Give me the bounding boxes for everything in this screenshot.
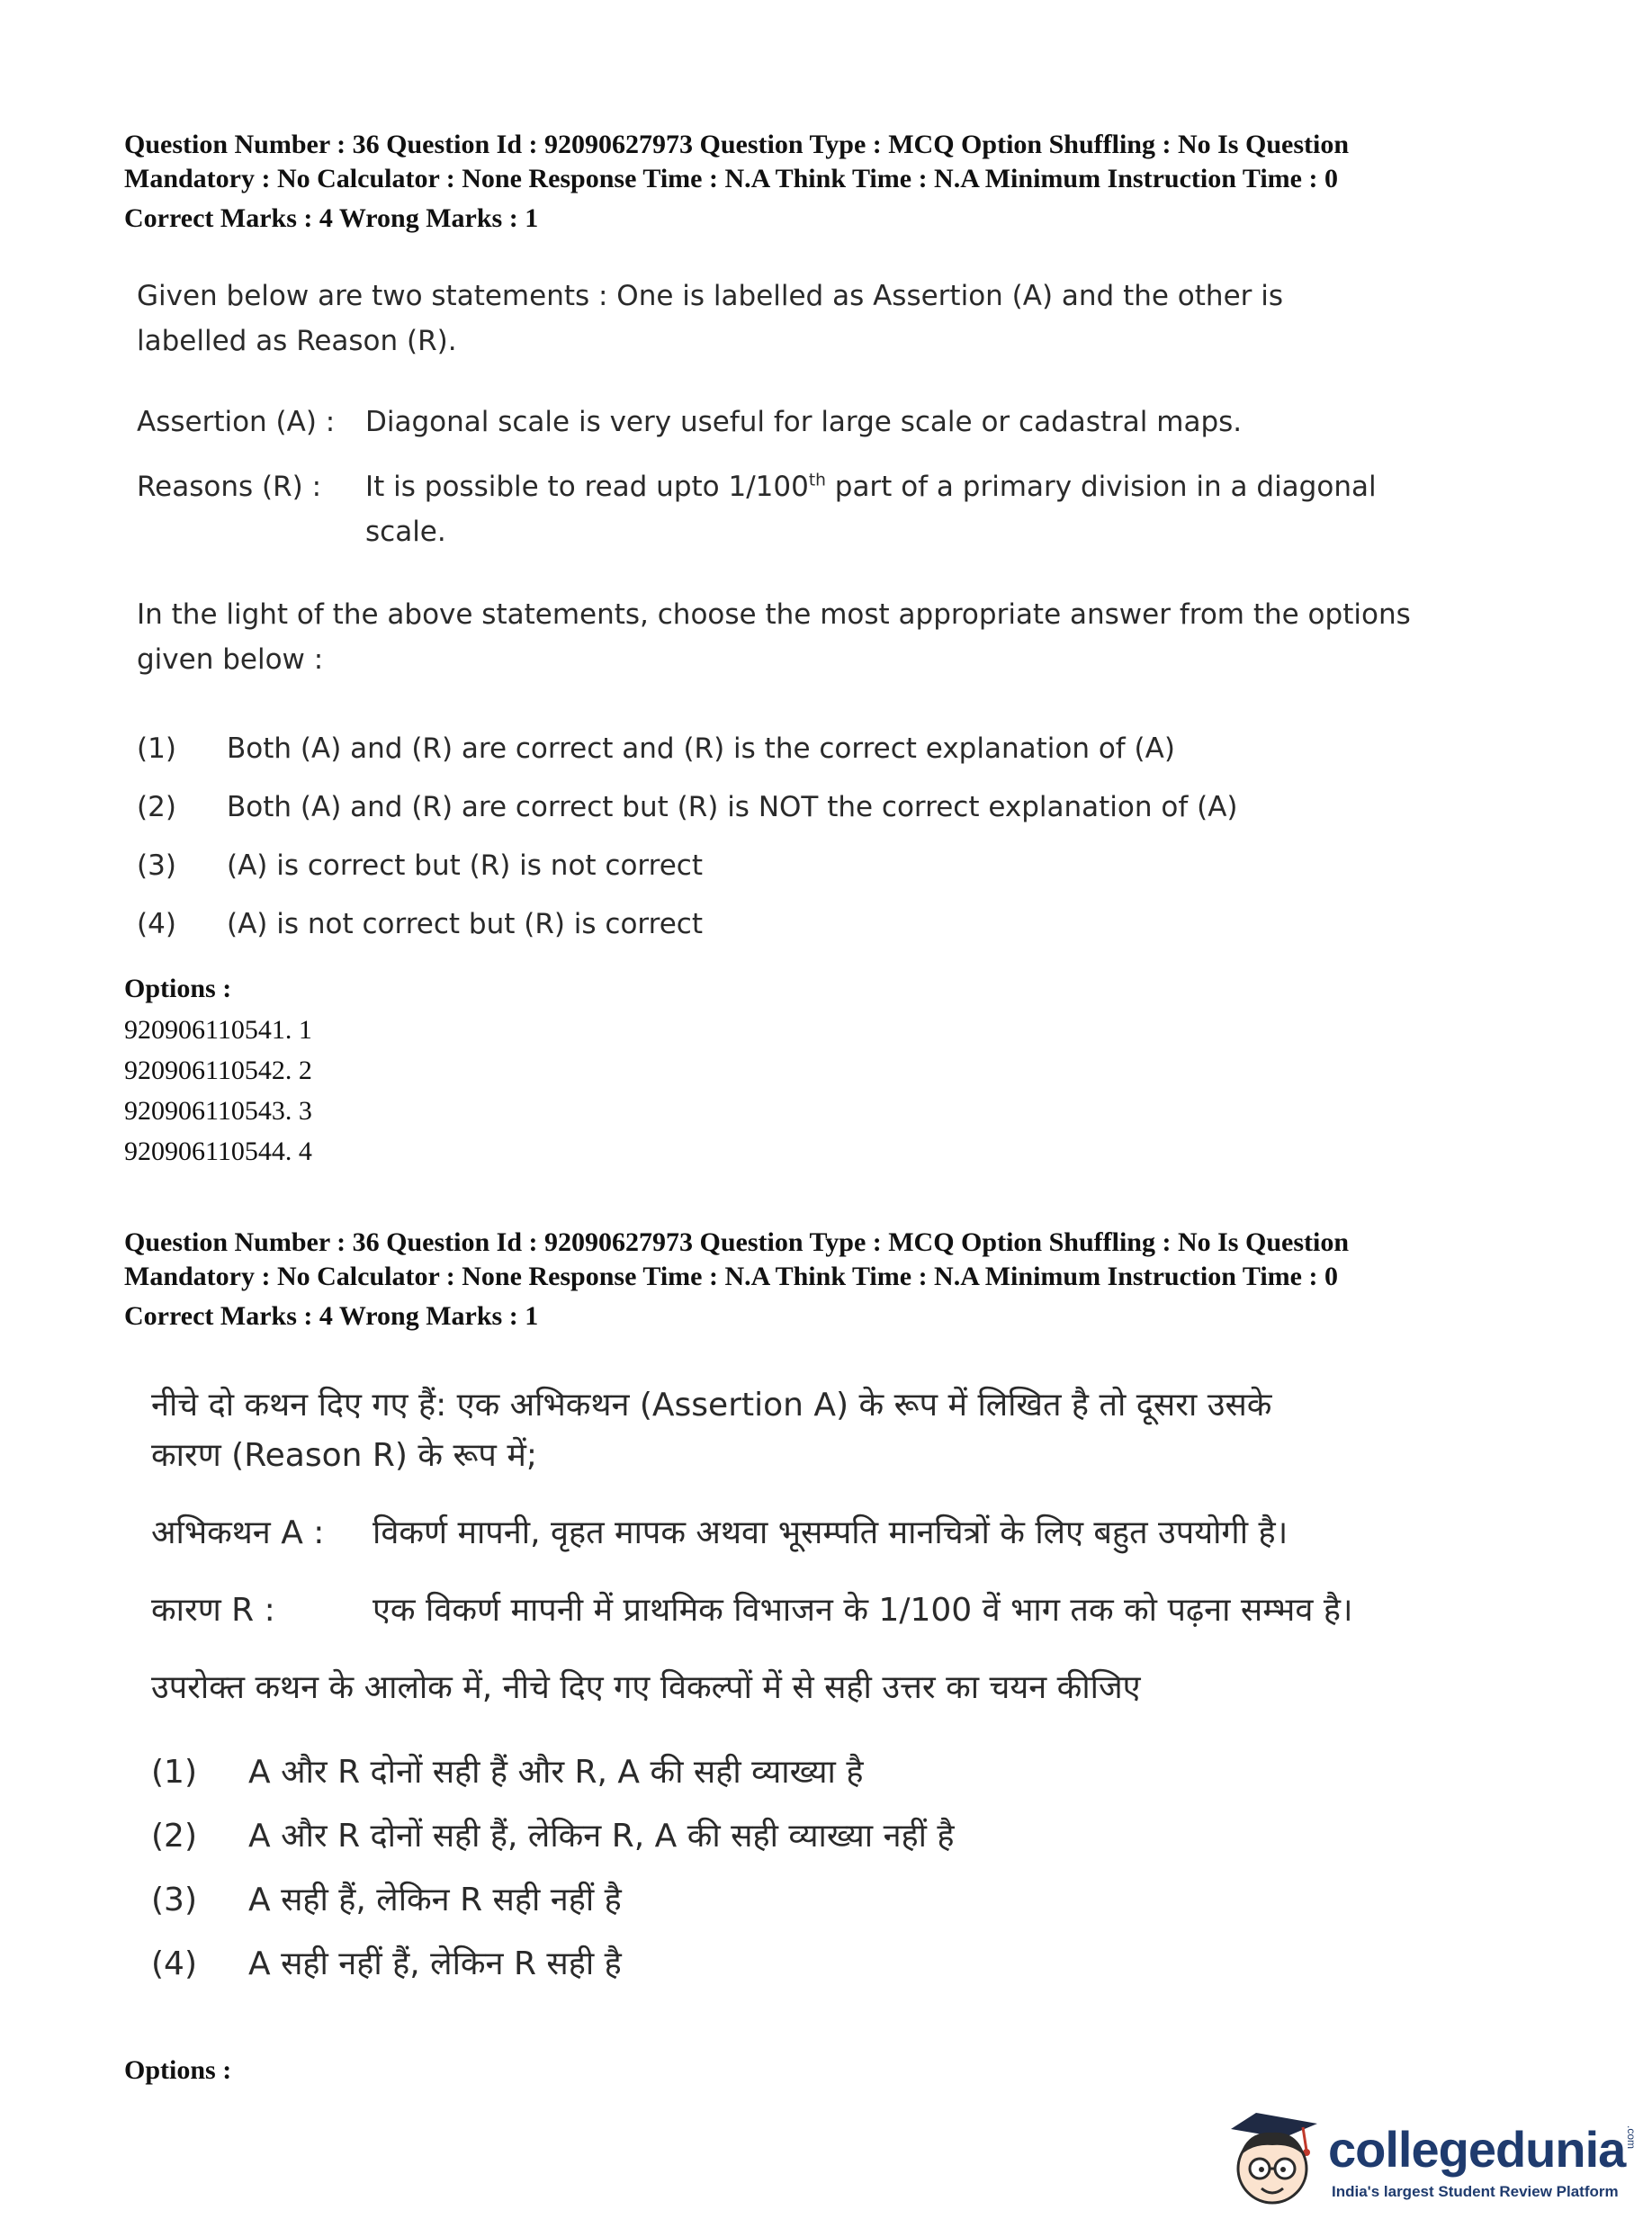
intro-line: कारण (Reason R) के रूप में;	[151, 1437, 537, 1474]
question-prompt	[137, 592, 1411, 682]
question-intro	[137, 274, 1283, 364]
choice-text: A सही हैं, लेकिन R सही नहीं है	[248, 1882, 622, 1918]
assertion-text: Diagonal scale is very useful for large scale or cadastral maps.	[365, 406, 1243, 438]
option-item: 920906110543. 3	[124, 1096, 312, 1126]
choice-number: (4)	[137, 908, 176, 940]
answer-choice	[151, 1868, 955, 1932]
choice-number: (2)	[137, 791, 176, 823]
assertion-text: विकर्ण मापनी, वृहत मापक अथवा भूसम्पति मानचित्रों के लिए बहुत उपयोगी है।	[373, 1514, 1288, 1551]
logo-tagline: India's largest Student Review Platform	[1332, 2183, 1619, 2200]
question-intro	[151, 1380, 1271, 1481]
reason-text-sup: th	[808, 471, 826, 490]
meta-line: Correct Marks : 4 Wrong Marks : 1	[124, 203, 539, 233]
prompt-line: In the light of the above statements, choose the most appropriate answer from the options	[137, 598, 1411, 631]
intro-line: labelled as Reason (R).	[137, 325, 457, 357]
answer-choice	[151, 1804, 955, 1868]
option-item: 920906110542. 2	[124, 1056, 312, 1085]
assertion-label: अभिकथन A :	[151, 1514, 325, 1551]
collegedunia-logo	[1220, 2100, 1639, 2217]
options-heading: Options :	[124, 974, 232, 1003]
reason-text-line: scale.	[365, 516, 446, 548]
choice-number: (1)	[151, 1754, 197, 1791]
mascot-icon	[1220, 2104, 1326, 2215]
question-meta	[124, 128, 1582, 236]
logo-suffix: .com	[1625, 2125, 1639, 2150]
choice-number: (2)	[151, 1818, 197, 1855]
answer-choice	[137, 720, 1238, 778]
meta-line: Mandatory : No Calculator : None Response Time : N.A Think Time : N.A Minimum Instruction Time : 0	[124, 1262, 1338, 1291]
reason-text-part: part of a primary division in a diagonal	[825, 471, 1377, 503]
choice-text: A सही नहीं हैं, लेकिन R सही है	[248, 1945, 622, 1982]
choice-number: (3)	[137, 849, 176, 882]
choice-text: A और R दोनों सही हैं, लेकिन R, A की सही व्याख्या नहीं है	[248, 1818, 955, 1855]
intro-line: Given below are two statements : One is labelled as Assertion (A) and the other is	[137, 280, 1284, 312]
meta-line: Question Number : 36 Question Id : 92090627973 Question Type : MCQ Option Shuffling : No Is Question	[124, 130, 1350, 159]
meta-line: Correct Marks : 4 Wrong Marks : 1	[124, 1301, 539, 1331]
answer-choice	[151, 1932, 955, 1996]
option-item: 920906110544. 4	[124, 1136, 312, 1166]
answer-choice	[137, 778, 1238, 837]
reason-text: एक विकर्ण मापनी में प्राथमिक विभाजन के 1/100 वें भाग तक को पढ़ना सम्भव है।	[373, 1592, 1353, 1629]
answer-choice	[137, 837, 1238, 895]
choice-text: A और R दोनों सही हैं और R, A की सही व्याख्या है	[248, 1754, 864, 1791]
meta-line: Question Number : 36 Question Id : 92090627973 Question Type : MCQ Option Shuffling : No Is Question	[124, 1227, 1350, 1257]
answer-choices	[137, 720, 1238, 954]
choice-text: Both (A) and (R) are correct but (R) is NOT the correct explanation of (A)	[227, 791, 1238, 823]
prompt-line: given below :	[137, 643, 324, 676]
choice-number: (3)	[151, 1882, 197, 1918]
reason-label: Reasons (R) :	[137, 471, 322, 503]
reason-text-part: It is possible to read upto 1/100	[365, 471, 809, 503]
choice-text: Both (A) and (R) are correct and (R) is the correct explanation of (A)	[227, 732, 1175, 765]
answer-choices	[151, 1740, 955, 1996]
meta-line: Mandatory : No Calculator : None Response Time : N.A Think Time : N.A Minimum Instruction Time : 0	[124, 164, 1338, 193]
intro-line: नीचे दो कथन दिए गए हैं: एक अभिकथन (Assertion A) के रूप में लिखित है तो दूसरा उसके	[151, 1387, 1272, 1424]
reason-label: कारण R :	[151, 1592, 275, 1629]
question-meta	[124, 1226, 1582, 1334]
answer-choice	[151, 1740, 955, 1804]
reason-text	[365, 464, 1377, 554]
options-list	[124, 1010, 312, 1172]
option-item: 920906110541. 1	[124, 1015, 312, 1045]
choice-text: (A) is not correct but (R) is correct	[227, 908, 703, 940]
choice-number: (4)	[151, 1945, 197, 1982]
options-heading: Options :	[124, 2055, 232, 2085]
answer-choice	[137, 895, 1238, 954]
question-prompt: उपरोक्त कथन के आलोक में, नीचे दिए गए विकल्पों में से सही उत्तर का चयन कीजिए	[151, 1669, 1141, 1706]
choice-number: (1)	[137, 732, 176, 765]
assertion-label: Assertion (A) :	[137, 406, 336, 438]
logo-name: collegedunia	[1328, 2121, 1626, 2178]
choice-text: (A) is correct but (R) is not correct	[227, 849, 703, 882]
